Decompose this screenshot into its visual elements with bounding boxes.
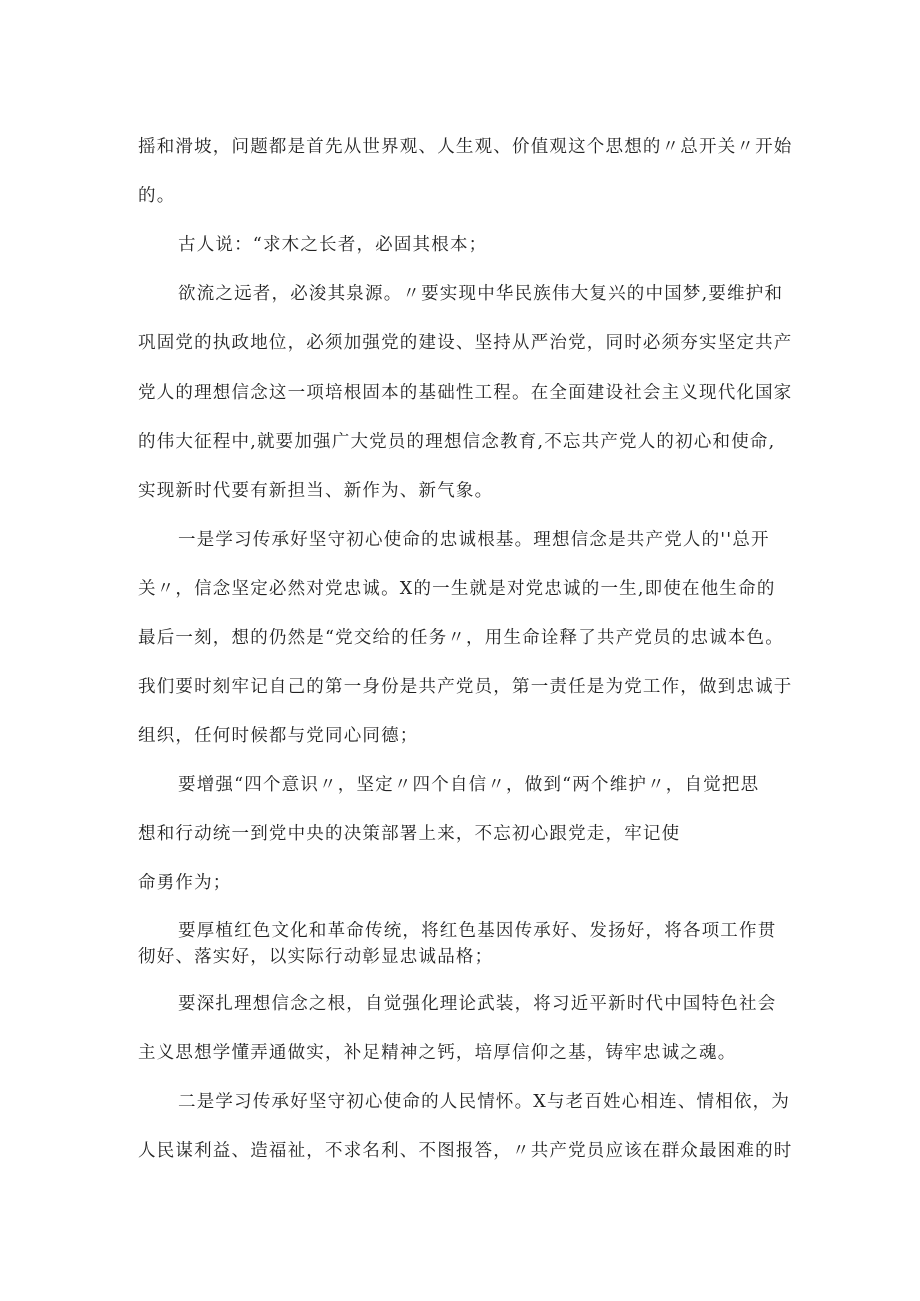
text-line: 的。	[138, 186, 176, 206]
text-line: 关〃，信念坚定必然对党忠诚。X的一生就是对党忠诚的一生,即使在他生命的	[138, 579, 776, 599]
text-line: 彻好、落实好，以实际行动彰显忠诚品格；	[138, 947, 494, 967]
text-line: 古人说：“求木之长者，必固其根本；	[178, 235, 488, 255]
text-line: 组织，任何时候都与党同心同德；	[138, 726, 419, 746]
text-line: 实现新时代要有新担当、新作为、新气象。	[138, 481, 494, 501]
text-line: 欲流之远者，必浚其泉源。〃要实现中华民族伟大复兴的中国梦,要维护和	[178, 284, 784, 304]
text-line: 想和行动统一到党中央的决策部署上来，不忘初心跟党走，牢记使	[138, 824, 681, 844]
text-line: 摇和滑坡，问题都是首先从世界观、人生观、价值观这个思想的〃总开关〃开始	[138, 137, 793, 157]
text-line: 要厚植红色文化和革命传统，将红色基因传承好、发扬好，将各项工作贯	[178, 921, 777, 941]
text-line: 的伟大征程中,就要加强广大党员的理想信念教育,不忘共产党人的初心和使命,	[138, 432, 776, 452]
text-line: 党人的理想信念这一项培根固本的基础性工程。在全面建设社会主义现代化国家	[138, 383, 793, 403]
text-line: 要增强“四个意识〃，坚定〃四个自信〃，做到“两个维护〃，自觉把思	[178, 775, 760, 795]
text-line: 最后一刻，想的仍然是“党交给的任务〃，用生命诠释了共产党员的忠诚本色。	[138, 628, 784, 648]
text-line: 我们要时刻牢记自己的第一身份是共产党员，第一责任是为党工作，做到忠诚于	[138, 677, 793, 697]
text-line: 要深扎理想信念之根，自觉强化理论武装，将习近平新时代中国特色社会	[178, 994, 777, 1014]
text-line: 主义思想学懂弄通做实，补足精神之钙，培厚信仰之基，铸牢忠诚之魂。	[138, 1043, 737, 1063]
text-line: 人民谋利益、造福祉，不求名利、不图报答，〃共产党员应该在群众最困难的时	[138, 1141, 793, 1161]
text-line: 巩固党的执政地位，必须加强党的建设、坚持从严治党，同时必须夯实坚定共产	[138, 333, 793, 353]
text-line: 一是学习传承好坚守初心使命的忠诚根基。理想信念是共产党人的''总开	[178, 530, 770, 550]
text-line: 命勇作为；	[138, 873, 232, 893]
text-line: 二是学习传承好坚守初心使命的人民情怀。X与老百姓心相连、情相依，为	[178, 1092, 791, 1112]
